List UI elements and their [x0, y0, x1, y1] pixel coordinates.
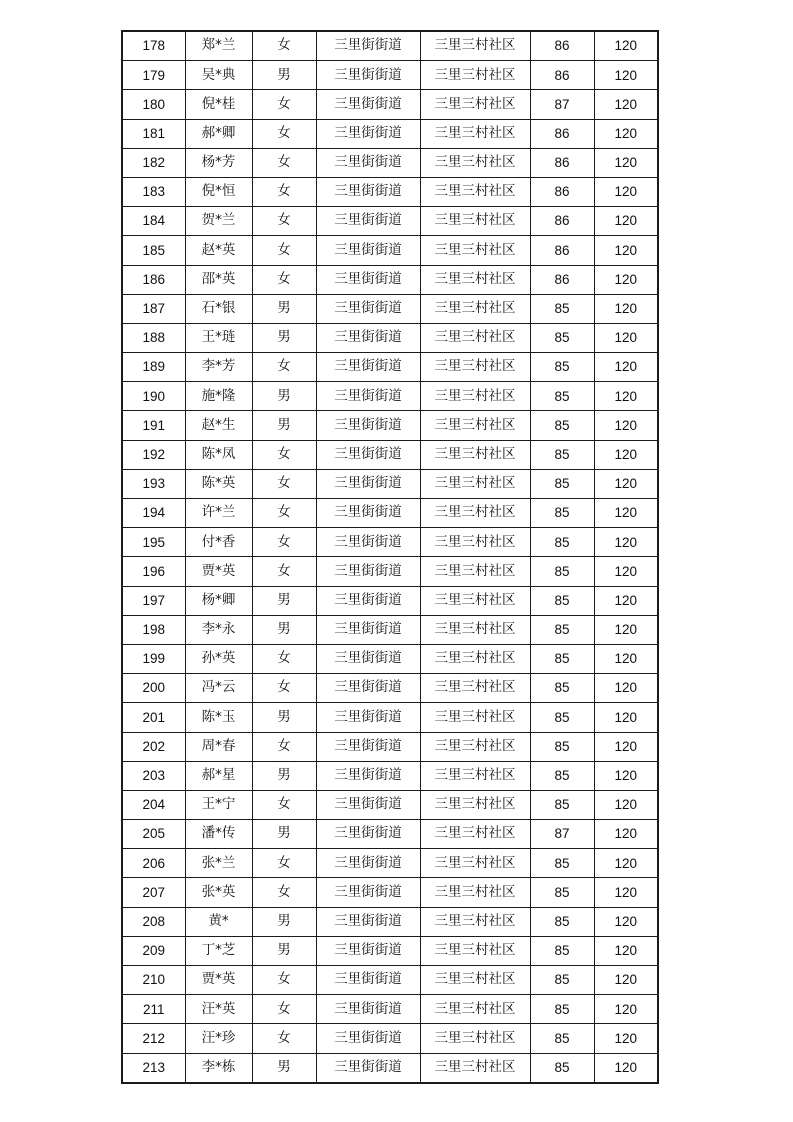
serial-number-cell: 186	[122, 265, 185, 294]
serial-number-cell: 205	[122, 820, 185, 849]
gender-cell: 男	[252, 936, 316, 965]
subsidy-amount-cell: 120	[594, 31, 658, 61]
community-cell: 三里三村社区	[420, 353, 530, 382]
gender-cell: 女	[252, 353, 316, 382]
name-cell: 杨*芳	[185, 148, 252, 177]
table-row	[122, 148, 658, 177]
community-cell: 三里三村社区	[420, 586, 530, 615]
subsidy-amount-cell: 120	[594, 966, 658, 995]
community-cell: 三里三村社区	[420, 936, 530, 965]
subsidy-amount-cell: 120	[594, 382, 658, 411]
subsidy-amount-cell: 120	[594, 528, 658, 557]
gender-cell: 女	[252, 966, 316, 995]
gender-cell: 女	[252, 557, 316, 586]
gender-cell: 女	[252, 878, 316, 907]
table-row	[122, 878, 658, 907]
age-cell: 85	[530, 294, 594, 323]
serial-number-cell: 203	[122, 761, 185, 790]
age-cell: 85	[530, 995, 594, 1024]
name-cell: 张*兰	[185, 849, 252, 878]
subsidy-amount-cell: 120	[594, 177, 658, 206]
community-cell: 三里三村社区	[420, 31, 530, 61]
gender-cell: 男	[252, 820, 316, 849]
gender-cell: 男	[252, 61, 316, 90]
community-cell: 三里三村社区	[420, 732, 530, 761]
community-cell: 三里三村社区	[420, 148, 530, 177]
table-row	[122, 265, 658, 294]
subdistrict-cell: 三里街街道	[316, 790, 420, 819]
community-cell: 三里三村社区	[420, 177, 530, 206]
table-row	[122, 761, 658, 790]
name-cell: 王*琏	[185, 323, 252, 352]
table-row	[122, 382, 658, 411]
subdistrict-cell: 三里街街道	[316, 703, 420, 732]
serial-number-cell: 194	[122, 499, 185, 528]
age-cell: 85	[530, 878, 594, 907]
community-cell: 三里三村社区	[420, 382, 530, 411]
name-cell: 贺*兰	[185, 207, 252, 236]
name-cell: 李*芳	[185, 353, 252, 382]
serial-number-cell: 209	[122, 936, 185, 965]
subdistrict-cell: 三里街街道	[316, 411, 420, 440]
age-cell: 85	[530, 440, 594, 469]
subdistrict-cell: 三里街街道	[316, 469, 420, 498]
subsidy-amount-cell: 120	[594, 207, 658, 236]
serial-number-cell: 212	[122, 1024, 185, 1053]
subdistrict-cell: 三里街街道	[316, 528, 420, 557]
serial-number-cell: 206	[122, 849, 185, 878]
age-cell: 86	[530, 148, 594, 177]
table-row	[122, 1053, 658, 1083]
community-cell: 三里三村社区	[420, 499, 530, 528]
gender-cell: 男	[252, 323, 316, 352]
age-cell: 85	[530, 936, 594, 965]
subdistrict-cell: 三里街街道	[316, 323, 420, 352]
age-cell: 85	[530, 353, 594, 382]
age-cell: 86	[530, 177, 594, 206]
subsidy-amount-cell: 120	[594, 499, 658, 528]
name-cell: 李*永	[185, 615, 252, 644]
name-cell: 杨*卿	[185, 586, 252, 615]
name-cell: 施*隆	[185, 382, 252, 411]
subsidy-amount-cell: 120	[594, 1024, 658, 1053]
community-cell: 三里三村社区	[420, 907, 530, 936]
subdistrict-cell: 三里街街道	[316, 148, 420, 177]
subsidy-amount-cell: 120	[594, 995, 658, 1024]
subsidy-amount-cell: 120	[594, 440, 658, 469]
subdistrict-cell: 三里街街道	[316, 674, 420, 703]
serial-number-cell: 196	[122, 557, 185, 586]
table-row	[122, 820, 658, 849]
subdistrict-cell: 三里街街道	[316, 732, 420, 761]
serial-number-cell: 183	[122, 177, 185, 206]
community-cell: 三里三村社区	[420, 557, 530, 586]
subdistrict-cell: 三里街街道	[316, 878, 420, 907]
community-cell: 三里三村社区	[420, 1053, 530, 1083]
gender-cell: 男	[252, 586, 316, 615]
age-cell: 85	[530, 966, 594, 995]
gender-cell: 男	[252, 907, 316, 936]
age-cell: 85	[530, 557, 594, 586]
gender-cell: 女	[252, 440, 316, 469]
subsidy-amount-cell: 120	[594, 294, 658, 323]
name-cell: 周*春	[185, 732, 252, 761]
roster-table-body	[122, 31, 658, 1083]
age-cell: 85	[530, 674, 594, 703]
table-row	[122, 61, 658, 90]
name-cell: 付*香	[185, 528, 252, 557]
age-cell: 87	[530, 90, 594, 119]
subsidy-amount-cell: 120	[594, 936, 658, 965]
subdistrict-cell: 三里街街道	[316, 995, 420, 1024]
subsidy-amount-cell: 120	[594, 820, 658, 849]
community-cell: 三里三村社区	[420, 674, 530, 703]
table-row	[122, 995, 658, 1024]
subdistrict-cell: 三里街街道	[316, 265, 420, 294]
table-row	[122, 732, 658, 761]
subdistrict-cell: 三里街街道	[316, 207, 420, 236]
serial-number-cell: 189	[122, 353, 185, 382]
age-cell: 86	[530, 31, 594, 61]
subdistrict-cell: 三里街街道	[316, 294, 420, 323]
subdistrict-cell: 三里街街道	[316, 644, 420, 673]
subdistrict-cell: 三里街街道	[316, 761, 420, 790]
age-cell: 86	[530, 236, 594, 265]
name-cell: 潘*传	[185, 820, 252, 849]
community-cell: 三里三村社区	[420, 615, 530, 644]
subdistrict-cell: 三里街街道	[316, 440, 420, 469]
name-cell: 汪*英	[185, 995, 252, 1024]
serial-number-cell: 185	[122, 236, 185, 265]
gender-cell: 女	[252, 177, 316, 206]
subsidy-amount-cell: 120	[594, 411, 658, 440]
subsidy-amount-cell: 120	[594, 90, 658, 119]
name-cell: 孙*英	[185, 644, 252, 673]
subsidy-amount-cell: 120	[594, 644, 658, 673]
subsidy-amount-cell: 120	[594, 353, 658, 382]
age-cell: 85	[530, 732, 594, 761]
table-row	[122, 644, 658, 673]
name-cell: 冯*云	[185, 674, 252, 703]
table-row	[122, 936, 658, 965]
table-row	[122, 294, 658, 323]
serial-number-cell: 190	[122, 382, 185, 411]
age-cell: 85	[530, 586, 594, 615]
community-cell: 三里三村社区	[420, 849, 530, 878]
subdistrict-cell: 三里街街道	[316, 499, 420, 528]
roster-table	[121, 30, 659, 1084]
gender-cell: 女	[252, 995, 316, 1024]
gender-cell: 女	[252, 644, 316, 673]
subsidy-amount-cell: 120	[594, 615, 658, 644]
name-cell: 倪*桂	[185, 90, 252, 119]
serial-number-cell: 199	[122, 644, 185, 673]
age-cell: 85	[530, 1053, 594, 1083]
name-cell: 李*栋	[185, 1053, 252, 1083]
name-cell: 郝*卿	[185, 119, 252, 148]
subsidy-amount-cell: 120	[594, 732, 658, 761]
table-row	[122, 907, 658, 936]
table-row	[122, 177, 658, 206]
gender-cell: 女	[252, 790, 316, 819]
subdistrict-cell: 三里街街道	[316, 61, 420, 90]
table-row	[122, 207, 658, 236]
serial-number-cell: 211	[122, 995, 185, 1024]
age-cell: 85	[530, 615, 594, 644]
subsidy-amount-cell: 120	[594, 61, 658, 90]
subdistrict-cell: 三里街街道	[316, 90, 420, 119]
community-cell: 三里三村社区	[420, 207, 530, 236]
gender-cell: 男	[252, 761, 316, 790]
serial-number-cell: 178	[122, 31, 185, 61]
name-cell: 郝*星	[185, 761, 252, 790]
serial-number-cell: 198	[122, 615, 185, 644]
gender-cell: 女	[252, 849, 316, 878]
table-row	[122, 499, 658, 528]
gender-cell: 女	[252, 528, 316, 557]
name-cell: 吴*典	[185, 61, 252, 90]
subdistrict-cell: 三里街街道	[316, 615, 420, 644]
gender-cell: 女	[252, 1024, 316, 1053]
name-cell: 贾*英	[185, 557, 252, 586]
community-cell: 三里三村社区	[420, 966, 530, 995]
subdistrict-cell: 三里街街道	[316, 1024, 420, 1053]
gender-cell: 女	[252, 90, 316, 119]
community-cell: 三里三村社区	[420, 265, 530, 294]
subdistrict-cell: 三里街街道	[316, 849, 420, 878]
community-cell: 三里三村社区	[420, 323, 530, 352]
name-cell: 黄*	[185, 907, 252, 936]
subsidy-amount-cell: 120	[594, 849, 658, 878]
gender-cell: 女	[252, 499, 316, 528]
community-cell: 三里三村社区	[420, 528, 530, 557]
table-row	[122, 703, 658, 732]
age-cell: 86	[530, 119, 594, 148]
subsidy-amount-cell: 120	[594, 323, 658, 352]
serial-number-cell: 210	[122, 966, 185, 995]
subdistrict-cell: 三里街街道	[316, 177, 420, 206]
gender-cell: 女	[252, 31, 316, 61]
subsidy-amount-cell: 120	[594, 1053, 658, 1083]
gender-cell: 男	[252, 411, 316, 440]
table-row	[122, 674, 658, 703]
serial-number-cell: 195	[122, 528, 185, 557]
table-row	[122, 528, 658, 557]
subsidy-amount-cell: 120	[594, 907, 658, 936]
serial-number-cell: 187	[122, 294, 185, 323]
community-cell: 三里三村社区	[420, 790, 530, 819]
subsidy-amount-cell: 120	[594, 265, 658, 294]
subdistrict-cell: 三里街街道	[316, 966, 420, 995]
subsidy-amount-cell: 120	[594, 878, 658, 907]
name-cell: 陈*英	[185, 469, 252, 498]
subdistrict-cell: 三里街街道	[316, 936, 420, 965]
subsidy-amount-cell: 120	[594, 236, 658, 265]
age-cell: 85	[530, 528, 594, 557]
serial-number-cell: 192	[122, 440, 185, 469]
age-cell: 85	[530, 644, 594, 673]
age-cell: 85	[530, 703, 594, 732]
serial-number-cell: 179	[122, 61, 185, 90]
age-cell: 85	[530, 849, 594, 878]
gender-cell: 女	[252, 119, 316, 148]
subdistrict-cell: 三里街街道	[316, 1053, 420, 1083]
name-cell: 赵*英	[185, 236, 252, 265]
name-cell: 张*英	[185, 878, 252, 907]
gender-cell: 女	[252, 265, 316, 294]
gender-cell: 男	[252, 1053, 316, 1083]
name-cell: 汪*珍	[185, 1024, 252, 1053]
serial-number-cell: 191	[122, 411, 185, 440]
community-cell: 三里三村社区	[420, 995, 530, 1024]
name-cell: 王*宁	[185, 790, 252, 819]
name-cell: 石*银	[185, 294, 252, 323]
table-row	[122, 90, 658, 119]
subsidy-amount-cell: 120	[594, 469, 658, 498]
name-cell: 丁*芝	[185, 936, 252, 965]
serial-number-cell: 188	[122, 323, 185, 352]
table-row	[122, 440, 658, 469]
subdistrict-cell: 三里街街道	[316, 557, 420, 586]
age-cell: 85	[530, 499, 594, 528]
name-cell: 陈*凤	[185, 440, 252, 469]
table-row	[122, 469, 658, 498]
age-cell: 85	[530, 382, 594, 411]
gender-cell: 男	[252, 615, 316, 644]
name-cell: 邵*英	[185, 265, 252, 294]
serial-number-cell: 207	[122, 878, 185, 907]
gender-cell: 男	[252, 703, 316, 732]
age-cell: 85	[530, 907, 594, 936]
community-cell: 三里三村社区	[420, 411, 530, 440]
community-cell: 三里三村社区	[420, 644, 530, 673]
table-row	[122, 31, 658, 61]
table-row	[122, 966, 658, 995]
community-cell: 三里三村社区	[420, 761, 530, 790]
table-row	[122, 790, 658, 819]
age-cell: 85	[530, 469, 594, 498]
table-row	[122, 849, 658, 878]
subsidy-amount-cell: 120	[594, 557, 658, 586]
gender-cell: 女	[252, 469, 316, 498]
serial-number-cell: 182	[122, 148, 185, 177]
gender-cell: 女	[252, 674, 316, 703]
community-cell: 三里三村社区	[420, 469, 530, 498]
community-cell: 三里三村社区	[420, 294, 530, 323]
subdistrict-cell: 三里街街道	[316, 31, 420, 61]
serial-number-cell: 208	[122, 907, 185, 936]
subsidy-amount-cell: 120	[594, 703, 658, 732]
serial-number-cell: 204	[122, 790, 185, 819]
community-cell: 三里三村社区	[420, 236, 530, 265]
serial-number-cell: 202	[122, 732, 185, 761]
table-row	[122, 615, 658, 644]
subsidy-amount-cell: 120	[594, 674, 658, 703]
table-row	[122, 119, 658, 148]
age-cell: 86	[530, 207, 594, 236]
age-cell: 85	[530, 761, 594, 790]
serial-number-cell: 200	[122, 674, 185, 703]
serial-number-cell: 184	[122, 207, 185, 236]
name-cell: 陈*玉	[185, 703, 252, 732]
subsidy-amount-cell: 120	[594, 148, 658, 177]
gender-cell: 男	[252, 382, 316, 411]
serial-number-cell: 181	[122, 119, 185, 148]
age-cell: 87	[530, 820, 594, 849]
table-row	[122, 1024, 658, 1053]
name-cell: 赵*生	[185, 411, 252, 440]
community-cell: 三里三村社区	[420, 119, 530, 148]
subdistrict-cell: 三里街街道	[316, 236, 420, 265]
serial-number-cell: 197	[122, 586, 185, 615]
gender-cell: 女	[252, 236, 316, 265]
community-cell: 三里三村社区	[420, 1024, 530, 1053]
subdistrict-cell: 三里街街道	[316, 907, 420, 936]
gender-cell: 女	[252, 732, 316, 761]
community-cell: 三里三村社区	[420, 820, 530, 849]
subdistrict-cell: 三里街街道	[316, 820, 420, 849]
community-cell: 三里三村社区	[420, 703, 530, 732]
community-cell: 三里三村社区	[420, 440, 530, 469]
table-row	[122, 557, 658, 586]
age-cell: 86	[530, 61, 594, 90]
age-cell: 85	[530, 411, 594, 440]
table-row	[122, 323, 658, 352]
subdistrict-cell: 三里街街道	[316, 586, 420, 615]
name-cell: 许*兰	[185, 499, 252, 528]
serial-number-cell: 201	[122, 703, 185, 732]
age-cell: 85	[530, 790, 594, 819]
table-row	[122, 411, 658, 440]
gender-cell: 女	[252, 148, 316, 177]
subsidy-amount-cell: 120	[594, 761, 658, 790]
subdistrict-cell: 三里街街道	[316, 353, 420, 382]
subdistrict-cell: 三里街街道	[316, 382, 420, 411]
age-cell: 86	[530, 265, 594, 294]
subsidy-amount-cell: 120	[594, 119, 658, 148]
subsidy-amount-cell: 120	[594, 790, 658, 819]
subsidy-amount-cell: 120	[594, 586, 658, 615]
age-cell: 85	[530, 323, 594, 352]
name-cell: 贾*英	[185, 966, 252, 995]
community-cell: 三里三村社区	[420, 90, 530, 119]
table-row	[122, 586, 658, 615]
table-row	[122, 353, 658, 382]
serial-number-cell: 180	[122, 90, 185, 119]
name-cell: 倪*恒	[185, 177, 252, 206]
serial-number-cell: 193	[122, 469, 185, 498]
gender-cell: 女	[252, 207, 316, 236]
table-row	[122, 236, 658, 265]
serial-number-cell: 213	[122, 1053, 185, 1083]
age-cell: 85	[530, 1024, 594, 1053]
community-cell: 三里三村社区	[420, 878, 530, 907]
community-cell: 三里三村社区	[420, 61, 530, 90]
gender-cell: 男	[252, 294, 316, 323]
subdistrict-cell: 三里街街道	[316, 119, 420, 148]
name-cell: 郑*兰	[185, 31, 252, 61]
